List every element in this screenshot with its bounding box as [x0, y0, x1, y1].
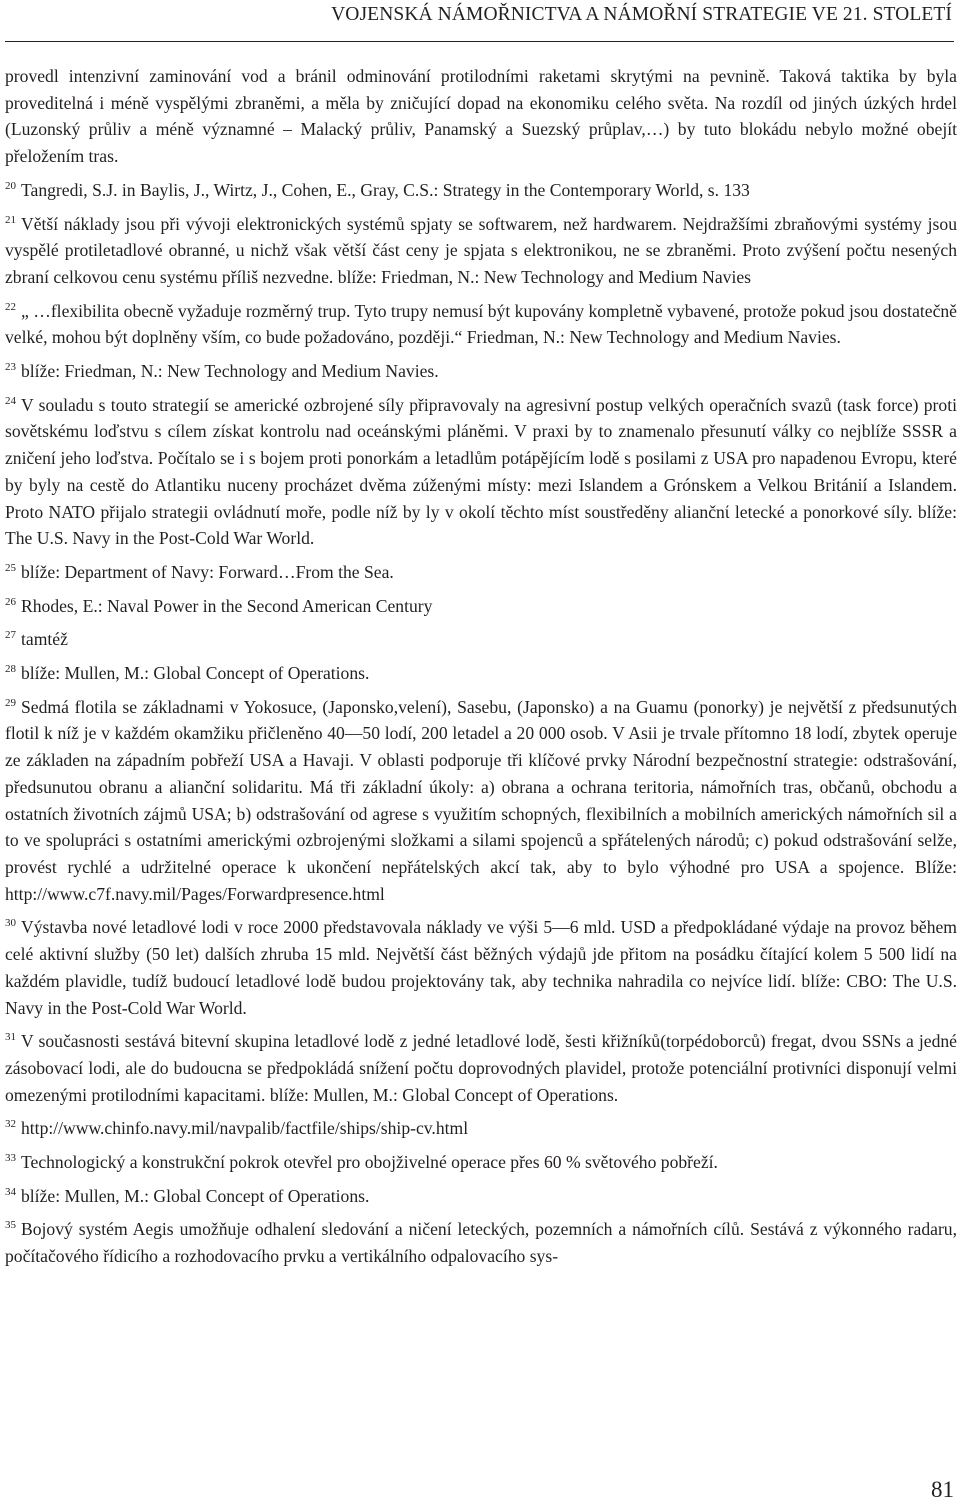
footnote-text: Rhodes, E.: Naval Power in the Second American Century: [21, 595, 433, 616]
footnote-31: [5, 1028, 957, 1108]
footnote-text: V současnosti sestává bitevní skupina letadlové lodě z jedné letadlové lodě, šesti křižníků(torpédoborců) fregat, dvou SSNs a jedné zásobovací lodi, ale do budoucna se předpokládá snížení počtu doprovodných plavidel, protože potenciální protivníci disponují velmi omezenými protilodními kapacitami. blíže: Mullen, M.: Global Concept of Operations.: [5, 1031, 957, 1105]
footnote-number: 21: [5, 213, 16, 226]
footnote-30: [5, 914, 957, 1021]
footnote-number: 31: [5, 1031, 16, 1044]
header-rule: [5, 41, 954, 42]
page-number: 81: [931, 1477, 954, 1502]
footnote-text: blíže: Friedman, N.: New Technology and Medium Navies.: [21, 361, 439, 382]
footnote-number: 20: [5, 179, 16, 192]
footnote-22: [5, 298, 957, 351]
footnote-number: 24: [5, 394, 16, 407]
footnote-number: 23: [5, 361, 16, 374]
footnote-number: 28: [5, 663, 16, 676]
footnote-35: [5, 1216, 957, 1269]
continuation-paragraph: provedl intenzivní zaminování vod a bránil odminování protilodními raketami skrytými na pevnině. Taková taktika by byla proveditelná i méně vyspělými zbraněmi, a měla by zničující dopad na ekonomiku celého světa. Na rozdíl od jiných úzkých hrdel (Luzonský průliv a méně významné – Malacký průliv, Panamský a Suezský průplav,…) by tuto blokádu nebylo možné obejít přeložením tras.: [5, 66, 957, 167]
footnote-number: 35: [5, 1219, 16, 1232]
footnote-text: „ …flexibilita obecně vyžaduje rozměrný trup. Tyto trupy nemusí být kupovány kompletně vybavené, protože pokud jsou dostatečně velké, mohou být doplněny vším, co bude požadováno, později.“ Friedman, N.: New Technology and Medium Navies.: [5, 300, 957, 348]
footnote-text: V souladu s touto strategií se americké ozbrojené síly připravovaly na agresivní postup velkých operačních svazů (task force) proti sovětskému loďstvu s cílem získat kontrolu nad oceánskými pláněmi. V praxi by to znamenalo přesunutí války co nejblíže SSSR a zničení jeho loďstva. Počítalo se i s bojem proti ponorkám a letadlům potápějícím lodě s posilami z USA pro napadenou Evropu, které by byly na cestě do Atlantiku nuceny procházet dvěma zúženými místy: mezi Islandem a Grónskem a Velkou Británií a Islandem. Proto NATO přijalo strategii ovládnutí moře, podle níž by ly v okolí těchto míst soustředěny aliančnί letecké a ponorkové síly. blíže: The U.S. Navy in the Post-Cold War World.: [5, 394, 957, 549]
footnote-25: [5, 559, 957, 586]
footnote-number: 34: [5, 1185, 16, 1198]
footnote-text: blíže: Mullen, M.: Global Concept of Operations.: [21, 663, 370, 684]
footnote-text: Výstavba nové letadlové lodi v roce 2000 představovala náklady ve výši 5—6 mld. USD a předpokládané výdaje na provoz během celé aktivní služby (50 let) dalších zhruba 15 mld. Největší část běžných výdajů jde přitom na posádku čítající kolem 5 500 lidí na každém plavidle, tudíž budoucí letadlové lodě budou projektovány tak, aby technika nahradila co nejvíce lidí. blíže: CBO: The U.S. Navy in the Post-Cold War World.: [5, 917, 957, 1018]
footnote-number: 32: [5, 1118, 16, 1131]
footnote-text: Tangredi, S.J. in Baylis, J., Wirtz, J., Cohen, E., Gray, C.S.: Strategy in the Contemporary World, s. 133: [21, 179, 750, 200]
footnote-number: 29: [5, 696, 16, 709]
footnote-21: [5, 211, 957, 291]
footnote-text: tamtéž: [21, 629, 68, 650]
footnote-28: [5, 660, 957, 687]
footnote-33: [5, 1149, 957, 1176]
footnote-text: Sedmá flotila se základnami v Yokosuce, (Japonsko,velení), Sasebu, (Japonsko) a na Guamu (ponorky) je největší z předsunutých flotil k níž je v každém okamžiku přičleněno 40—50 lodí, 200 letadel a 20 000 osob. V Asii je trvale přítomno 18 lodí, zbytek operuje ze základen na západním pobřeží USA a Havaji. V oblasti podporuje tři klíčové prvky Národní bezpečnostní strategie: odstrašování, předsunutou obranu a alianční solidaritu. Má tři základní úkoly: a) obrana a ochrana teritoria, námořních tras, občanů, obchodu a ostatních životních zájmů USA; b) odstrašování od agrese s využitím schopných, flexibilních a mobilních amerických námořních sil a to ve spolupráci s ostatními americkými ozbrojenými složkami a silami spojenců a spřátelených národů; c) pokud odstrašování selže, provést rychlé a udržitelné operace k ukončení nepřátelských akcí tak, aby to bylo výhodné pro USA a spojence. Blíže: http://www.c7f.navy.mil/Pages/Forwardpresence.html: [5, 696, 957, 904]
footnote-text: Větší náklady jsou při vývoji elektronických systémů spjaty se softwarem, než hardwarem. Nejdražšími zbraňovými systémy jsou vyspělé protiletadlové obranné, u nichž však větší část ceny je spjata s elektronikou, ne se zbraněmi. Proto zvýšení počtu nesených zbraní celkovou cenu systému příliš nezvedne. blíže: Friedman, N.: New Technology and Medium Navies: [5, 213, 957, 287]
footnote-32: [5, 1115, 957, 1142]
footnote-27: [5, 626, 957, 653]
footnote-text: Bojový systém Aegis umožňuje odhalení sledování a ničení leteckých, pozemních a námořních cílů. Sestává z výkonného radaru, počítačového řídicího a rozhodovacího prvku a vertikálního odpalovacího sys-: [5, 1219, 957, 1267]
footnote-23: [5, 358, 957, 385]
footnote-area: [5, 63, 957, 1277]
footnote-26: [5, 593, 957, 620]
running-header: VOJENSKÁ NÁMOŘNICTVA A NÁMOŘNÍ STRATEGIE VE 21. STOLETÍ: [331, 4, 952, 25]
footnote-34: [5, 1183, 957, 1210]
footnote-24: [5, 392, 957, 552]
footnote-20: [5, 177, 957, 204]
footnote-text: blíže: Mullen, M.: Global Concept of Operations.: [21, 1185, 370, 1206]
footnote-number: 27: [5, 629, 16, 642]
footnote-number: 25: [5, 561, 16, 574]
footnote-number: 26: [5, 595, 16, 608]
footnote-number: 22: [5, 300, 16, 313]
footnote-number: 33: [5, 1152, 16, 1165]
footnote-text: Technologický a konstrukční pokrok otevřel pro obojživelné operace přes 60 % světového pobřeží.: [21, 1152, 718, 1173]
footnote-text: http://www.chinfo.navy.mil/navpalib/factfile/ships/ship-cv.html: [21, 1118, 469, 1139]
footnote-text: blíže: Department of Navy: Forward…From the Sea.: [21, 561, 394, 582]
footnote-number: 30: [5, 917, 16, 930]
footnote-29: [5, 694, 957, 908]
